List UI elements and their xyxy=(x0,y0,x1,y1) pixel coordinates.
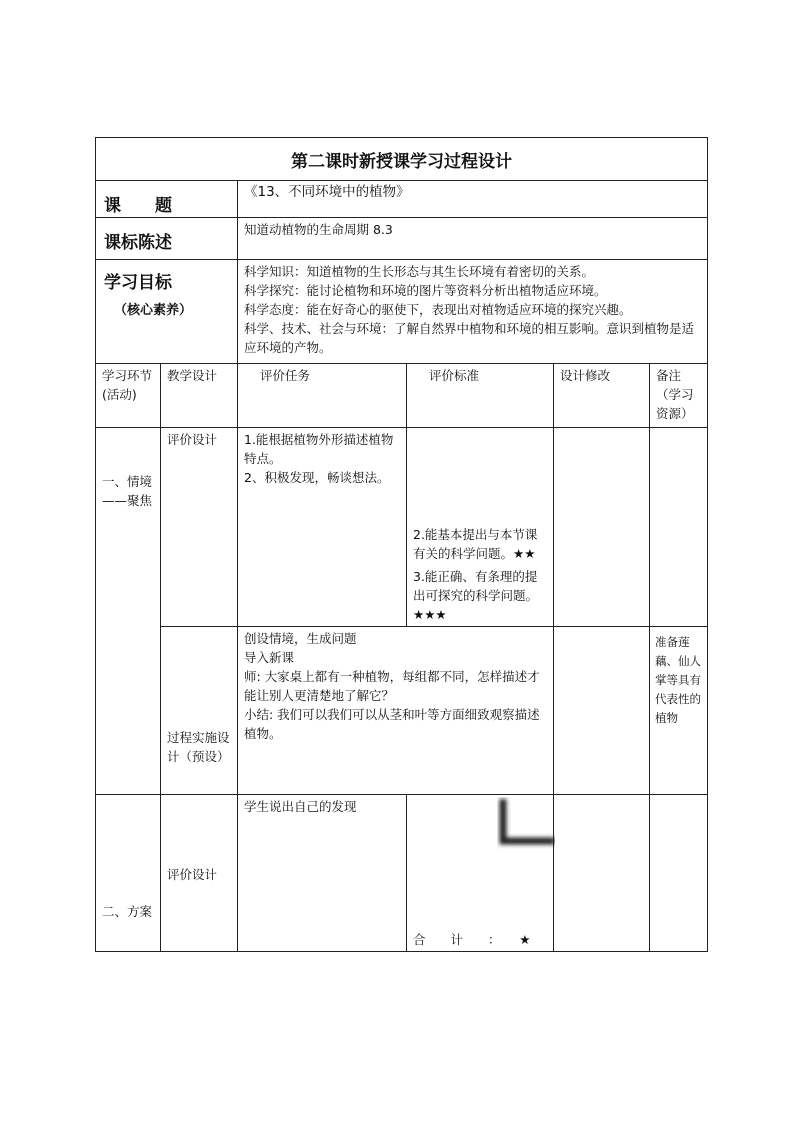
goal-item: 科学知识：知道植物的生长形态与其生长环境有着密切的关系。 xyxy=(244,264,595,279)
goal-item: 科学态度：能在好奇心的驱使下，表现出对植物适应环境的探究兴趣。 xyxy=(244,302,632,317)
eval-standard-item: 3.能正确、有条理的提出可探究的科学问题。★★★ xyxy=(413,569,539,622)
topic-label xyxy=(96,181,238,218)
topic-label-text: 课 题 xyxy=(104,196,172,216)
process-line: 创设情境，生成问题 xyxy=(244,631,357,646)
goal-item: 科学、技术、社会与环境：了解自然界中植物和环境的相互影响。意识到植物是适应环境的产物。 xyxy=(244,321,695,355)
eval-design-2: 评价设计 xyxy=(161,795,238,952)
eval-design-1: 评价设计 xyxy=(161,428,238,627)
revision-cell-2 xyxy=(554,627,650,795)
eval-task-list-1 xyxy=(238,428,407,627)
note-cell-1 xyxy=(650,428,708,627)
eval-task-item: 2、积极发现，畅谈想法。 xyxy=(244,470,390,485)
eval-standard-list-1 xyxy=(407,428,554,627)
stage-1: 一、情境——聚焦 xyxy=(96,428,161,795)
goal-item: 科学探究：能讨论植物和环境的图片等资料分析出植物适应环境。 xyxy=(244,283,607,298)
process-label: 过程实施设计（预设） xyxy=(161,627,238,795)
eval-task-2: 学生说出自己的发现 xyxy=(238,795,407,952)
blurred-corner-mark xyxy=(497,797,555,849)
note-resources: 准备莲藕、仙人掌等具有代表性的植物 xyxy=(650,627,708,795)
goal-list xyxy=(238,260,708,364)
process-line: 师: 大家桌上都有一种植物，每组都不同，怎样描述才能让别人更清楚地了解它？ xyxy=(244,669,540,703)
process-line: 导入新课 xyxy=(244,650,295,665)
revision-cell-1 xyxy=(554,428,650,627)
standard-label xyxy=(96,218,238,260)
total-score: 合 计 ： ★ xyxy=(407,795,554,952)
lesson-design-table xyxy=(95,137,708,952)
revision-cell-3 xyxy=(554,795,650,952)
process-line: 小结: 我们可以我们可以从茎和叶等方面细致观察描述植物。 xyxy=(244,707,540,741)
header-task: 评价任务 xyxy=(238,364,407,428)
note-cell-3 xyxy=(650,795,708,952)
header-design: 教学设计 xyxy=(161,364,238,428)
goal-label-cell xyxy=(96,260,238,364)
eval-standard-item: 2.能基本提出与本节课有关的科学问题。★★ xyxy=(413,527,538,561)
goal-sub-label: （核心素养） xyxy=(114,303,193,318)
header-note: 备注（学习资源） xyxy=(650,364,708,428)
header-stage: 学习环节(活动) xyxy=(96,364,161,428)
table-title: 第二课时新授课学习过程设计 xyxy=(96,138,708,181)
eval-task-item: 1.能根据植物外形描述植物特点。 xyxy=(244,432,394,466)
standard-label-text: 课标陈述 xyxy=(104,233,172,253)
stage-2: 二、方案 xyxy=(96,795,161,952)
topic-value: 《13、不同环境中的植物》 xyxy=(238,181,708,218)
header-standard: 评价标准 xyxy=(407,364,554,428)
process-content xyxy=(238,627,554,795)
header-revision: 设计修改 xyxy=(554,364,650,428)
standard-value: 知道动植物的生命周期 8.3 xyxy=(238,218,708,260)
goal-label: 学习目标 xyxy=(104,273,172,293)
